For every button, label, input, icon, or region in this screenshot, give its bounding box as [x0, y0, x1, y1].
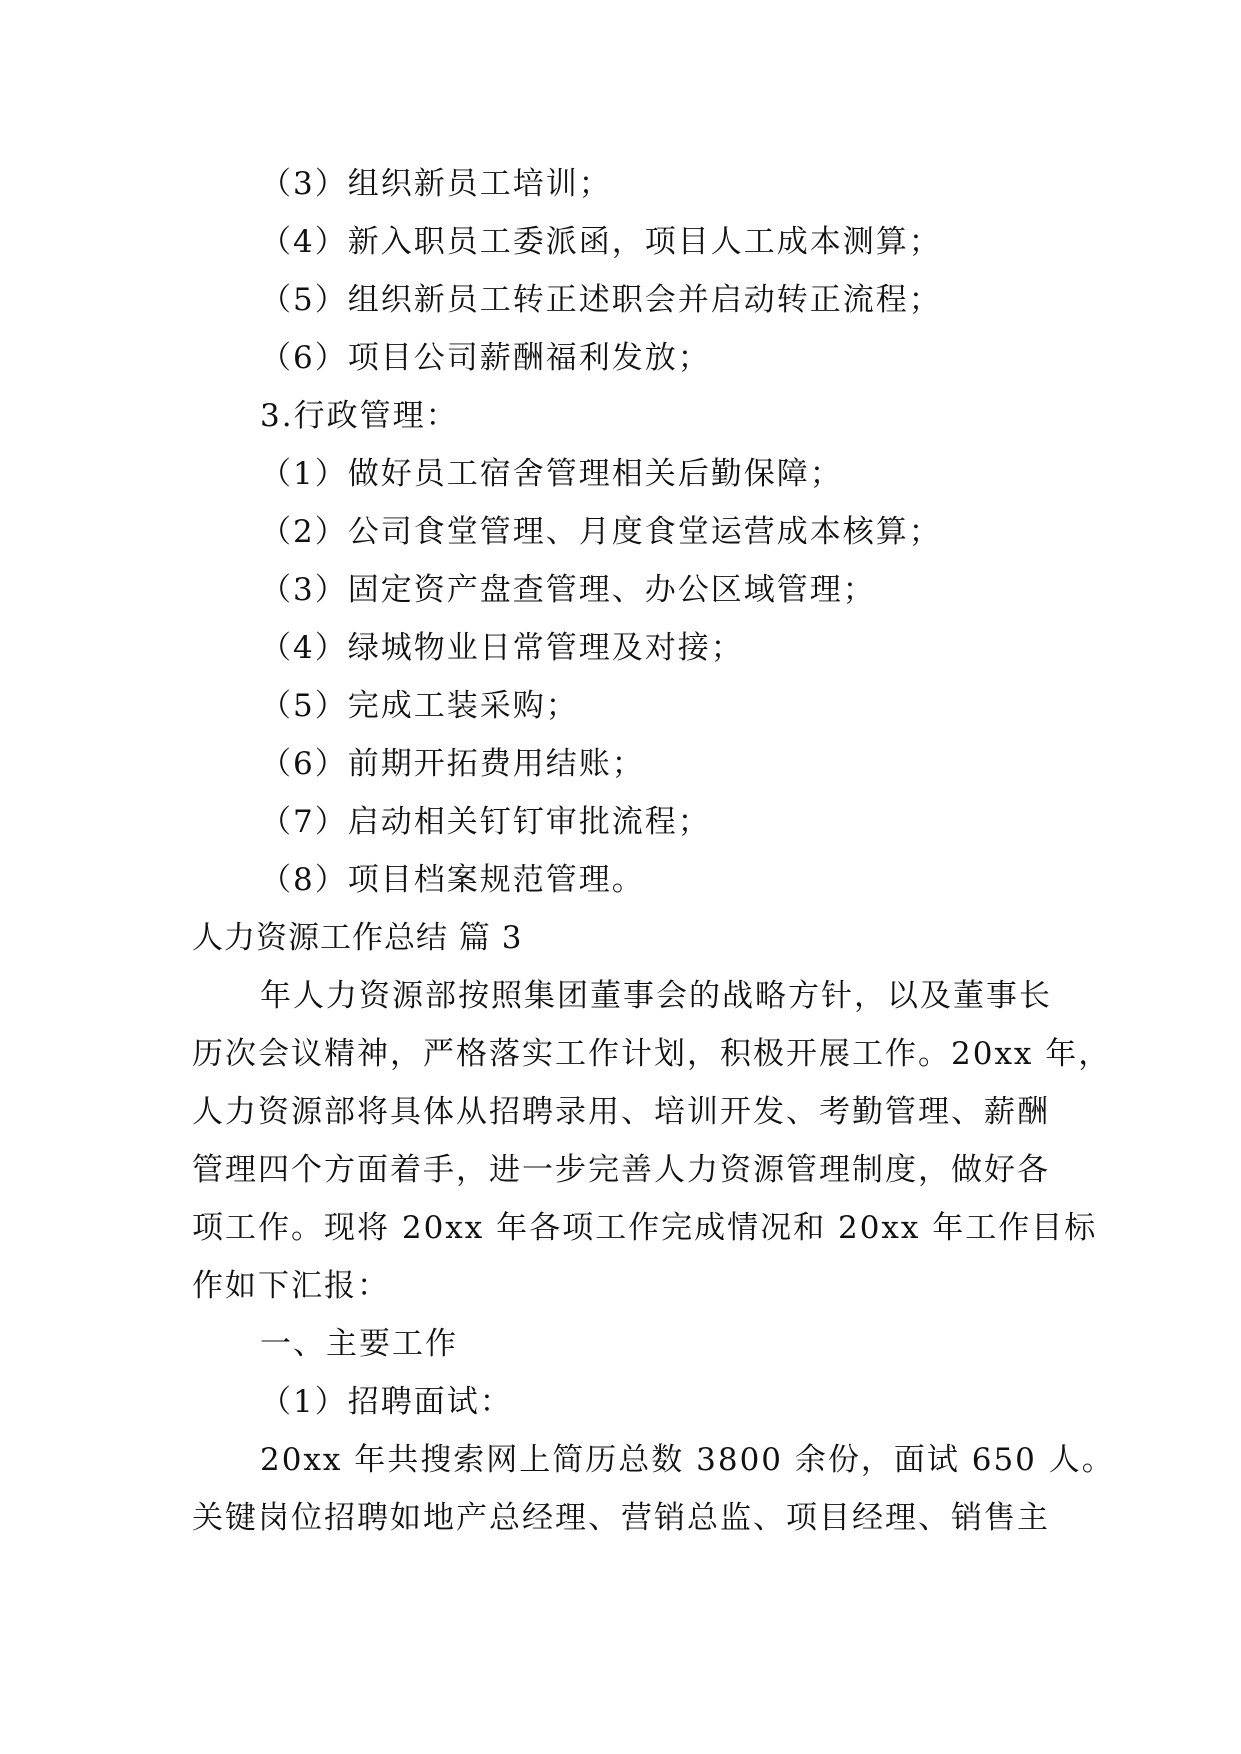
list-item: （7）启动相关钉钉审批流程；: [260, 804, 711, 840]
list-item: （1）做好员工宿舍管理相关后勤保障；: [260, 456, 843, 492]
list-item: （5）完成工装采购；: [260, 688, 579, 724]
list-item: （3）组织新员工培训；: [260, 166, 612, 202]
section-subheading: 3.行政管理：: [260, 398, 459, 434]
list-item: （4）绿城物业日常管理及对接；: [260, 630, 744, 666]
list-item: （8）项目档案规范管理。: [260, 862, 645, 898]
paragraph-line: 人力资源部将具体从招聘录用、培训开发、考勤管理、薪酬: [192, 1094, 1050, 1130]
section-title: 人力资源工作总结 篇 3: [192, 920, 523, 956]
paragraph-line: 年人力资源部按照集团董事会的战略方针，以及董事长: [260, 978, 1052, 1014]
list-item: （6）前期开拓费用结账；: [260, 746, 645, 782]
list-item: （1）招聘面试：: [260, 1384, 513, 1420]
paragraph-line: 历次会议精神，严格落实工作计划，积极开展工作。20xx 年，: [192, 1036, 1112, 1072]
paragraph-line: 管理四个方面着手，进一步完善人力资源管理制度，做好各: [192, 1152, 1050, 1188]
list-item: （2）公司食堂管理、月度食堂运营成本核算；: [260, 514, 942, 550]
list-item: （6）项目公司薪酬福利发放；: [260, 340, 711, 376]
paragraph-line: 关键岗位招聘如地产总经理、营销总监、项目经理、销售主: [192, 1500, 1050, 1536]
paragraph-line: 项工作。现将 20xx 年各项工作完成情况和 20xx 年工作目标: [192, 1210, 1098, 1246]
section-subheading: 一、主要工作: [260, 1326, 458, 1362]
paragraph-line: 20xx 年共搜索网上简历总数 3800 余份，面试 650 人。: [260, 1442, 1115, 1478]
list-item: （5）组织新员工转正述职会并启动转正流程；: [260, 282, 942, 318]
paragraph-line: 作如下汇报：: [192, 1268, 390, 1304]
list-item: （3）固定资产盘查管理、办公区域管理；: [260, 572, 876, 608]
list-item: （4）新入职员工委派函，项目人工成本测算；: [260, 224, 942, 260]
